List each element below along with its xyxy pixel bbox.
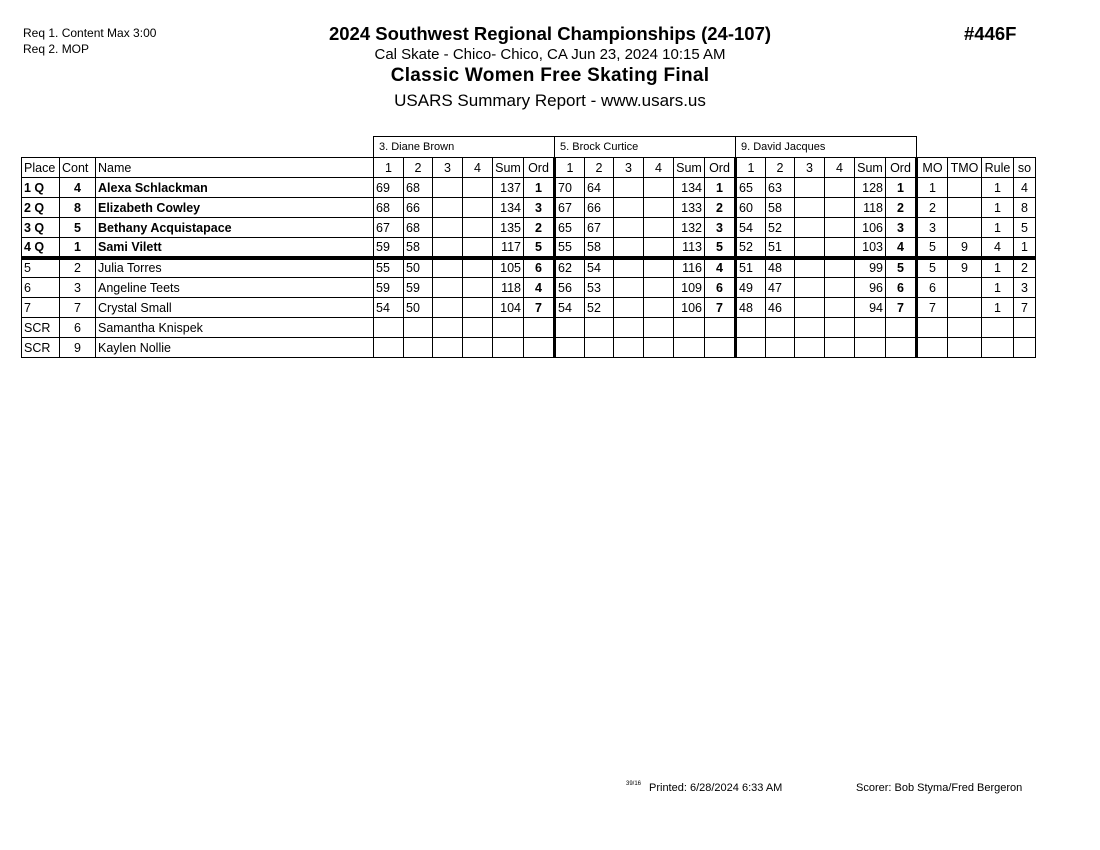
ord-cell: 2 bbox=[524, 218, 555, 238]
score-cell: 67 bbox=[585, 218, 614, 238]
report-title: USARS Summary Report - www.usars.us bbox=[394, 91, 706, 110]
score-cell: 51 bbox=[766, 238, 795, 258]
score-cell bbox=[614, 198, 644, 218]
rule-cell: 1 bbox=[982, 258, 1014, 278]
score-cell bbox=[463, 238, 493, 258]
ord-cell: 4 bbox=[524, 278, 555, 298]
score-cell bbox=[433, 278, 463, 298]
place-cell: 5 bbox=[22, 258, 60, 278]
ord-cell: 2 bbox=[886, 198, 917, 218]
event-name: Classic Women Free Skating Final bbox=[390, 65, 710, 86]
rule-cell: 1 bbox=[982, 198, 1014, 218]
cont-cell: 8 bbox=[60, 198, 96, 218]
name-cell: Samantha Knispek bbox=[96, 318, 374, 338]
event-number: #446F bbox=[964, 23, 1017, 44]
tmo-cell: 9 bbox=[948, 238, 982, 258]
sum-cell: 118 bbox=[855, 198, 886, 218]
ord-cell: 5 bbox=[524, 238, 555, 258]
score-cell: 56 bbox=[555, 278, 585, 298]
mo-cell: 5 bbox=[917, 238, 948, 258]
sum-cell bbox=[493, 338, 524, 358]
ord-cell: 1 bbox=[886, 178, 917, 198]
req-line-2: Req 2. MOP bbox=[23, 42, 90, 56]
score-cell bbox=[644, 198, 674, 218]
score-cell bbox=[585, 338, 614, 358]
rule-cell: 1 bbox=[982, 298, 1014, 318]
cont-cell: 4 bbox=[60, 178, 96, 198]
score-cell bbox=[825, 198, 855, 218]
score-cell bbox=[463, 318, 493, 338]
ord-cell: 3 bbox=[524, 198, 555, 218]
col-score-1: 1 bbox=[736, 158, 766, 178]
score-cell bbox=[795, 278, 825, 298]
score-cell bbox=[433, 298, 463, 318]
score-cell bbox=[463, 198, 493, 218]
tmo-cell: 9 bbox=[948, 258, 982, 278]
ord-cell: 7 bbox=[886, 298, 917, 318]
sum-cell: 133 bbox=[674, 198, 705, 218]
col-score-3: 3 bbox=[433, 158, 463, 178]
tmo-cell bbox=[948, 218, 982, 238]
so-cell: 7 bbox=[1014, 298, 1036, 318]
score-cell: 65 bbox=[555, 218, 585, 238]
ord-cell: 6 bbox=[524, 258, 555, 278]
score-cell bbox=[433, 178, 463, 198]
judge-name: 5. Brock Curtice bbox=[555, 137, 736, 157]
sum-cell: 106 bbox=[674, 298, 705, 318]
table-row bbox=[22, 218, 1036, 238]
table-row bbox=[22, 178, 1036, 198]
so-cell: 8 bbox=[1014, 198, 1036, 218]
place-cell: 4 Q bbox=[22, 238, 60, 258]
table-row bbox=[22, 198, 1036, 218]
score-cell bbox=[825, 178, 855, 198]
score-cell bbox=[433, 198, 463, 218]
tmo-cell bbox=[948, 338, 982, 358]
col-ord: Ord bbox=[524, 158, 555, 178]
score-cell bbox=[614, 278, 644, 298]
col-score-2: 2 bbox=[585, 158, 614, 178]
score-cell: 62 bbox=[555, 258, 585, 278]
rule-cell: 1 bbox=[982, 178, 1014, 198]
score-cell: 66 bbox=[404, 198, 433, 218]
name-cell: Julia Torres bbox=[96, 258, 374, 278]
scorer-names: Scorer: Bob Styma/Fred Bergeron bbox=[856, 782, 1023, 794]
ord-cell bbox=[705, 318, 736, 338]
col-score-4: 4 bbox=[825, 158, 855, 178]
score-cell: 48 bbox=[766, 258, 795, 278]
score-cell: 67 bbox=[555, 198, 585, 218]
ord-cell: 4 bbox=[886, 238, 917, 258]
sum-cell bbox=[855, 318, 886, 338]
score-cell bbox=[374, 318, 404, 338]
score-cell bbox=[614, 338, 644, 358]
results-table bbox=[21, 157, 1036, 358]
score-cell bbox=[463, 278, 493, 298]
score-cell bbox=[795, 258, 825, 278]
score-cell bbox=[555, 338, 585, 358]
score-cell bbox=[644, 238, 674, 258]
score-cell bbox=[644, 338, 674, 358]
score-cell: 51 bbox=[736, 258, 766, 278]
score-cell: 54 bbox=[585, 258, 614, 278]
score-cell bbox=[614, 218, 644, 238]
col-score-4: 4 bbox=[463, 158, 493, 178]
rule-cell: 4 bbox=[982, 238, 1014, 258]
score-cell: 48 bbox=[736, 298, 766, 318]
score-cell: 63 bbox=[766, 178, 795, 198]
table-row bbox=[22, 278, 1036, 298]
name-cell: Crystal Small bbox=[96, 298, 374, 318]
mo-cell bbox=[917, 338, 948, 358]
tmo-cell bbox=[948, 298, 982, 318]
score-cell: 54 bbox=[555, 298, 585, 318]
so-cell: 5 bbox=[1014, 218, 1036, 238]
ord-cell: 6 bbox=[705, 278, 736, 298]
score-cell bbox=[736, 338, 766, 358]
score-cell: 58 bbox=[766, 198, 795, 218]
table-row bbox=[22, 298, 1036, 318]
score-cell: 60 bbox=[736, 198, 766, 218]
sum-cell: 117 bbox=[493, 238, 524, 258]
so-cell: 3 bbox=[1014, 278, 1036, 298]
table-row bbox=[22, 258, 1036, 278]
ord-cell: 6 bbox=[886, 278, 917, 298]
score-cell bbox=[404, 338, 433, 358]
ord-cell: 2 bbox=[705, 198, 736, 218]
ord-cell bbox=[524, 338, 555, 358]
sum-cell bbox=[855, 338, 886, 358]
sum-cell bbox=[493, 318, 524, 338]
sum-cell: 105 bbox=[493, 258, 524, 278]
score-cell bbox=[614, 178, 644, 198]
sum-cell: 116 bbox=[674, 258, 705, 278]
ord-cell: 1 bbox=[705, 178, 736, 198]
cont-cell: 6 bbox=[60, 318, 96, 338]
score-cell bbox=[825, 258, 855, 278]
sum-cell: 118 bbox=[493, 278, 524, 298]
sum-cell: 113 bbox=[674, 238, 705, 258]
rule-cell bbox=[982, 338, 1014, 358]
mo-cell: 3 bbox=[917, 218, 948, 238]
score-cell bbox=[825, 318, 855, 338]
ord-cell bbox=[705, 338, 736, 358]
tmo-cell bbox=[948, 278, 982, 298]
score-cell bbox=[644, 318, 674, 338]
score-cell: 58 bbox=[585, 238, 614, 258]
sum-cell: 109 bbox=[674, 278, 705, 298]
sum-cell: 134 bbox=[674, 178, 705, 198]
score-cell: 67 bbox=[374, 218, 404, 238]
cont-cell: 3 bbox=[60, 278, 96, 298]
name-cell: Kaylen Nollie bbox=[96, 338, 374, 358]
name-cell: Elizabeth Cowley bbox=[96, 198, 374, 218]
col-so: so bbox=[1014, 158, 1036, 178]
rule-cell: 1 bbox=[982, 278, 1014, 298]
score-cell bbox=[825, 298, 855, 318]
col-ord: Ord bbox=[705, 158, 736, 178]
place-cell: 3 Q bbox=[22, 218, 60, 238]
score-cell: 52 bbox=[585, 298, 614, 318]
sum-cell bbox=[674, 338, 705, 358]
sum-cell: 135 bbox=[493, 218, 524, 238]
score-cell: 59 bbox=[404, 278, 433, 298]
score-cell: 55 bbox=[555, 238, 585, 258]
tmo-cell bbox=[948, 178, 982, 198]
score-cell: 50 bbox=[404, 298, 433, 318]
table-row bbox=[22, 338, 1036, 358]
sum-cell: 134 bbox=[493, 198, 524, 218]
column-headers bbox=[22, 158, 1036, 178]
score-cell bbox=[433, 258, 463, 278]
score-cell: 46 bbox=[766, 298, 795, 318]
col-name: Name bbox=[96, 158, 374, 178]
score-cell: 54 bbox=[736, 218, 766, 238]
col-score-2: 2 bbox=[404, 158, 433, 178]
mo-cell: 1 bbox=[917, 178, 948, 198]
score-cell bbox=[555, 318, 585, 338]
sum-cell: 106 bbox=[855, 218, 886, 238]
score-cell: 52 bbox=[766, 218, 795, 238]
sum-cell: 128 bbox=[855, 178, 886, 198]
score-cell: 68 bbox=[404, 218, 433, 238]
score-cell bbox=[585, 318, 614, 338]
ord-cell: 4 bbox=[705, 258, 736, 278]
col-score-4: 4 bbox=[644, 158, 674, 178]
sum-cell: 137 bbox=[493, 178, 524, 198]
score-cell bbox=[825, 278, 855, 298]
table-row bbox=[22, 238, 1036, 258]
score-cell: 52 bbox=[736, 238, 766, 258]
place-cell: 1 Q bbox=[22, 178, 60, 198]
sum-cell: 99 bbox=[855, 258, 886, 278]
score-cell bbox=[825, 338, 855, 358]
score-cell bbox=[433, 238, 463, 258]
score-cell: 54 bbox=[374, 298, 404, 318]
sum-cell: 103 bbox=[855, 238, 886, 258]
score-cell: 68 bbox=[374, 198, 404, 218]
score-cell bbox=[766, 318, 795, 338]
place-cell: 7 bbox=[22, 298, 60, 318]
cont-cell: 1 bbox=[60, 238, 96, 258]
score-cell bbox=[614, 258, 644, 278]
col-sum: Sum bbox=[674, 158, 705, 178]
so-cell: 1 bbox=[1014, 238, 1036, 258]
mo-cell: 7 bbox=[917, 298, 948, 318]
score-cell: 53 bbox=[585, 278, 614, 298]
col-place: Place bbox=[22, 158, 60, 178]
mo-cell: 2 bbox=[917, 198, 948, 218]
mo-cell bbox=[917, 318, 948, 338]
col-mo: MO bbox=[917, 158, 948, 178]
score-cell bbox=[614, 318, 644, 338]
ord-cell bbox=[886, 318, 917, 338]
score-cell bbox=[825, 218, 855, 238]
place-cell: SCR bbox=[22, 318, 60, 338]
score-cell: 68 bbox=[404, 178, 433, 198]
score-cell bbox=[463, 298, 493, 318]
col-ord: Ord bbox=[886, 158, 917, 178]
score-cell: 69 bbox=[374, 178, 404, 198]
so-cell: 2 bbox=[1014, 258, 1036, 278]
score-cell bbox=[644, 218, 674, 238]
score-cell: 66 bbox=[585, 198, 614, 218]
col-score-2: 2 bbox=[766, 158, 795, 178]
score-cell bbox=[433, 338, 463, 358]
score-cell bbox=[614, 298, 644, 318]
score-cell bbox=[795, 318, 825, 338]
ord-cell bbox=[886, 338, 917, 358]
score-cell bbox=[825, 238, 855, 258]
score-cell bbox=[404, 318, 433, 338]
score-cell bbox=[614, 238, 644, 258]
place-cell: 6 bbox=[22, 278, 60, 298]
rule-cell: 1 bbox=[982, 218, 1014, 238]
sum-cell: 104 bbox=[493, 298, 524, 318]
sum-cell: 96 bbox=[855, 278, 886, 298]
col-sum: Sum bbox=[493, 158, 524, 178]
place-cell: 2 Q bbox=[22, 198, 60, 218]
score-cell: 49 bbox=[736, 278, 766, 298]
req-line-1: Req 1. Content Max 3:00 bbox=[23, 26, 157, 40]
ord-cell: 5 bbox=[886, 258, 917, 278]
ord-cell: 3 bbox=[705, 218, 736, 238]
score-cell bbox=[463, 338, 493, 358]
name-cell: Angeline Teets bbox=[96, 278, 374, 298]
name-cell: Alexa Schlackman bbox=[96, 178, 374, 198]
score-cell bbox=[374, 338, 404, 358]
score-cell bbox=[795, 298, 825, 318]
so-cell bbox=[1014, 338, 1036, 358]
score-cell: 59 bbox=[374, 238, 404, 258]
col-sum: Sum bbox=[855, 158, 886, 178]
score-cell bbox=[795, 218, 825, 238]
score-cell: 50 bbox=[404, 258, 433, 278]
col-score-3: 3 bbox=[614, 158, 644, 178]
ord-cell: 7 bbox=[524, 298, 555, 318]
col-cont: Cont bbox=[60, 158, 96, 178]
score-cell bbox=[736, 318, 766, 338]
score-cell: 58 bbox=[404, 238, 433, 258]
ord-cell: 5 bbox=[705, 238, 736, 258]
col-score-3: 3 bbox=[795, 158, 825, 178]
sum-cell: 94 bbox=[855, 298, 886, 318]
ord-cell: 1 bbox=[524, 178, 555, 198]
score-cell bbox=[795, 238, 825, 258]
score-cell bbox=[795, 178, 825, 198]
cont-cell: 2 bbox=[60, 258, 96, 278]
tmo-cell bbox=[948, 318, 982, 338]
footer-mark: 39/16 bbox=[626, 781, 642, 787]
ord-cell: 3 bbox=[886, 218, 917, 238]
name-cell: Bethany Acquistapace bbox=[96, 218, 374, 238]
score-cell bbox=[433, 218, 463, 238]
cont-cell: 5 bbox=[60, 218, 96, 238]
mo-cell: 6 bbox=[917, 278, 948, 298]
table-row bbox=[22, 318, 1036, 338]
mo-cell: 5 bbox=[917, 258, 948, 278]
score-cell bbox=[463, 178, 493, 198]
place-cell: SCR bbox=[22, 338, 60, 358]
cont-cell: 9 bbox=[60, 338, 96, 358]
col-score-1: 1 bbox=[555, 158, 585, 178]
competition-title: 2024 Southwest Regional Championships (24-107) bbox=[328, 23, 772, 44]
printed-timestamp: Printed: 6/28/2024 6:33 AM bbox=[649, 782, 783, 794]
score-cell bbox=[463, 218, 493, 238]
score-cell: 70 bbox=[555, 178, 585, 198]
score-cell bbox=[644, 298, 674, 318]
score-cell bbox=[644, 258, 674, 278]
sum-cell: 132 bbox=[674, 218, 705, 238]
tmo-cell bbox=[948, 198, 982, 218]
score-cell bbox=[795, 198, 825, 218]
score-cell: 64 bbox=[585, 178, 614, 198]
venue-date: Cal Skate - Chico- Chico, CA Jun 23, 2024 10:15 AM bbox=[374, 46, 726, 63]
score-cell bbox=[795, 338, 825, 358]
rule-cell bbox=[982, 318, 1014, 338]
judges-header bbox=[373, 136, 917, 157]
col-tmo: TMO bbox=[948, 158, 982, 178]
ord-cell: 7 bbox=[705, 298, 736, 318]
cont-cell: 7 bbox=[60, 298, 96, 318]
so-cell: 4 bbox=[1014, 178, 1036, 198]
score-cell bbox=[644, 278, 674, 298]
score-cell bbox=[433, 318, 463, 338]
score-cell: 55 bbox=[374, 258, 404, 278]
so-cell bbox=[1014, 318, 1036, 338]
score-cell bbox=[463, 258, 493, 278]
col-score-1: 1 bbox=[374, 158, 404, 178]
name-cell: Sami Vilett bbox=[96, 238, 374, 258]
judge-name: 3. Diane Brown bbox=[374, 137, 555, 157]
score-cell: 47 bbox=[766, 278, 795, 298]
results-body bbox=[22, 178, 1036, 358]
judge-name: 9. David Jacques bbox=[736, 137, 917, 157]
ord-cell bbox=[524, 318, 555, 338]
sum-cell bbox=[674, 318, 705, 338]
col-rule: Rule bbox=[982, 158, 1014, 178]
score-cell: 65 bbox=[736, 178, 766, 198]
score-cell bbox=[644, 178, 674, 198]
score-cell bbox=[766, 338, 795, 358]
score-cell: 59 bbox=[374, 278, 404, 298]
